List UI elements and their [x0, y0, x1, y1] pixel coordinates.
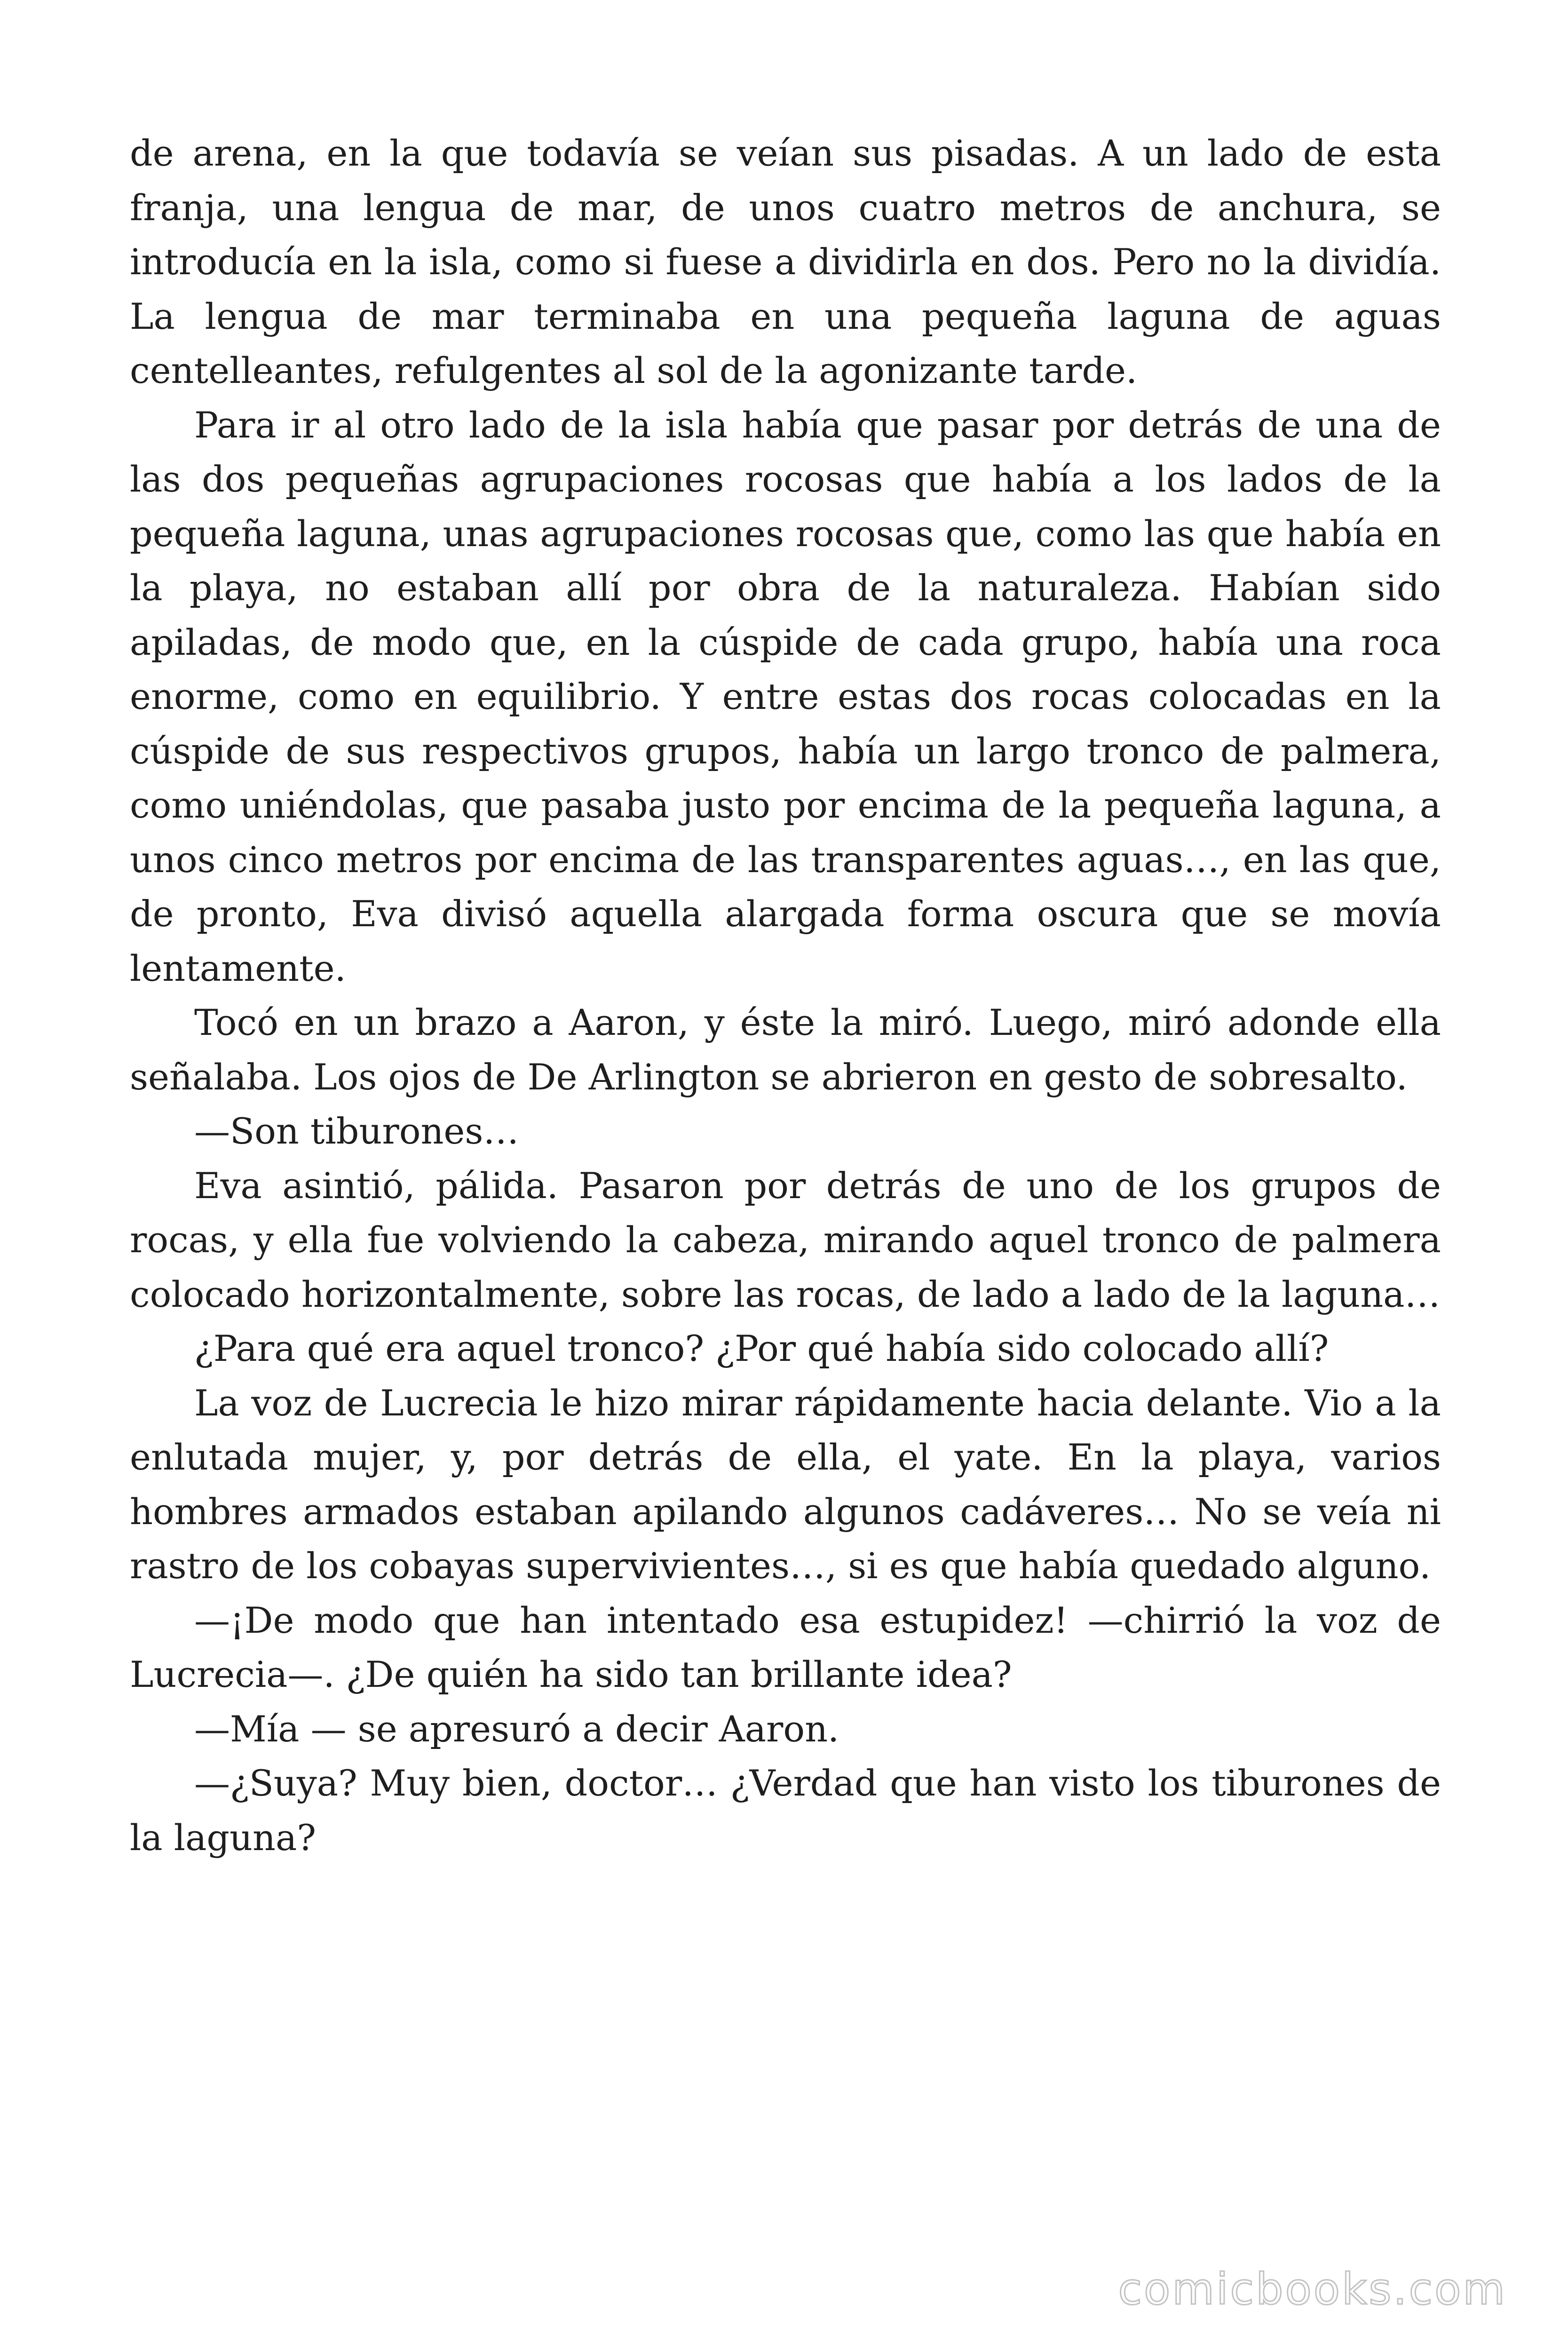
dialogue-line: —Son tiburones… — [194, 1110, 519, 1152]
paragraph: La voz de Lucrecia le hizo mirar rápidamente hacia delante. Vio a la enlutada mujer, y, por detrás de ella, el yate. En la playa, varios hombres armados estaban apilando algunos cadáveres… No se veía ni rastro de los cobayas supervivientes…, si es que había quedado alguno. — [130, 1382, 1441, 1587]
paragraph: Eva asintió, pálida. Pasaron por detrás de uno de los grupos de rocas, y ella fue volviendo la cabeza, mirando aquel tronco de palmera colocado horizontalmente, sobre las rocas, de lado a lado de la laguna… — [130, 1164, 1441, 1315]
watermark: comicbooks.com — [1118, 2264, 1507, 2314]
dialogue-line: —¡De modo que han intentado esa estupidez! —chirrió la voz de Lucrecia—. ¿De quién ha sido tan brillante idea? — [130, 1599, 1441, 1695]
paragraph: Tocó en un brazo a Aaron, y éste la miró. Luego, miró adonde ella señalaba. Los ojos de De Arlington se abrieron en gesto de sobresalto. — [130, 1001, 1441, 1098]
dialogue-line: —¿Suya? Muy bien, doctor… ¿Verdad que han visto los tiburones de la laguna? — [130, 1762, 1441, 1859]
paragraph: de arena, en la que todavía se veían sus pisadas. A un lado de esta franja, una lengua de mar, de unos cuatro metros de anchura, se introducía en la isla, como si fuese a dividirla en dos. Pero no la dividía. La lengua de mar terminaba en una pequeña laguna de aguas centelleantes, refulgentes al sol de la agonizante tarde. — [130, 132, 1441, 391]
page-body — [130, 126, 1441, 1865]
paragraph: Para ir al otro lado de la isla había que pasar por detrás de una de las dos pequeñas agrupaciones rocosas que había a los lados de la pequeña laguna, unas agrupaciones rocosas que, como las que había en la playa, no estaban allí por obra de la naturaleza. Habían sido apiladas, de modo que, en la cúspide de cada grupo, había una roca enorme, como en equilibrio. Y entre estas dos rocas colocadas en la cúspide de sus respectivos grupos, había un largo tronco de palmera, como uniéndolas, que pasaba justo por encima de la pequeña laguna, a unos cinco metros por encima de las transparentes aguas…, en las que, de pronto, Eva divisó aquella alargada forma oscura que se movía lentamente. — [130, 404, 1441, 989]
paragraph: ¿Para qué era aquel tronco? ¿Por qué había sido colocado allí? — [194, 1327, 1329, 1369]
dialogue-line: —Mía — se apresuró a decir Aaron. — [194, 1708, 839, 1750]
